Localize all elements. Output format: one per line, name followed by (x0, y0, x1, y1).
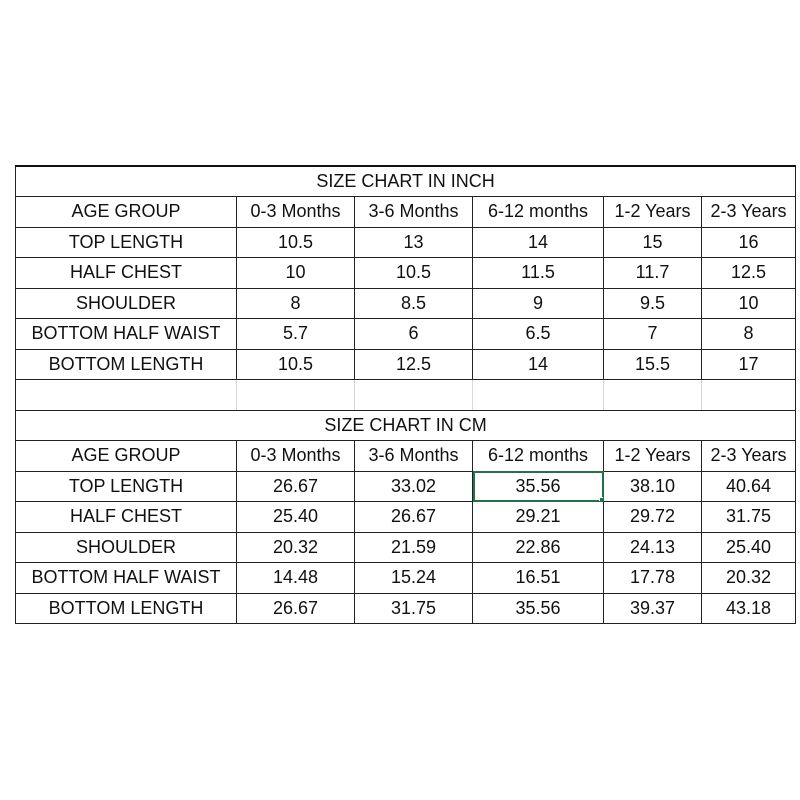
value-cell[interactable]: 11.7 (604, 258, 702, 289)
inch-title-row (16, 166, 796, 197)
header-cell[interactable]: 0-3 Months (237, 441, 355, 472)
header-cell[interactable]: 2-3 Years (702, 441, 796, 472)
header-cell[interactable]: 3-6 Months (355, 441, 473, 472)
inch-header-row (16, 197, 796, 228)
spacer-row (16, 380, 796, 411)
empty-cell[interactable] (16, 380, 237, 411)
value-cell[interactable]: 10.5 (237, 349, 355, 380)
row-label-cell[interactable]: BOTTOM LENGTH (16, 593, 237, 624)
value-cell[interactable]: 33.02 (355, 471, 473, 502)
value-cell[interactable]: 25.40 (237, 502, 355, 533)
value-cell[interactable]: 40.64 (702, 471, 796, 502)
value-cell[interactable]: 9.5 (604, 288, 702, 319)
value-cell[interactable]: 39.37 (604, 593, 702, 624)
value-cell[interactable]: 26.67 (237, 471, 355, 502)
value-cell[interactable]: 15 (604, 227, 702, 258)
value-cell[interactable]: 8 (702, 319, 796, 350)
value-cell[interactable]: 17.78 (604, 563, 702, 594)
row-label-cell[interactable]: BOTTOM HALF WAIST (16, 319, 237, 350)
value-cell[interactable]: 10 (237, 258, 355, 289)
empty-cell[interactable] (237, 380, 355, 411)
value-cell[interactable]: 6.5 (473, 319, 604, 350)
value-cell[interactable]: 26.67 (237, 593, 355, 624)
value-cell[interactable]: 15.24 (355, 563, 473, 594)
header-cell[interactable]: AGE GROUP (16, 197, 237, 228)
empty-cell[interactable] (702, 380, 796, 411)
value-cell[interactable]: 8 (237, 288, 355, 319)
empty-cell[interactable] (604, 380, 702, 411)
header-cell[interactable]: AGE GROUP (16, 441, 237, 472)
table-row (16, 563, 796, 594)
value-cell[interactable]: 9 (473, 288, 604, 319)
selected-cell-value: 35.56 (515, 475, 561, 496)
size-chart-sheet (15, 165, 796, 624)
value-cell[interactable]: 24.13 (604, 532, 702, 563)
value-cell[interactable]: 15.5 (604, 349, 702, 380)
cm-title-row (16, 410, 796, 441)
table-row (16, 258, 796, 289)
value-cell[interactable]: 16.51 (473, 563, 604, 594)
inch-chart-title[interactable]: SIZE CHART IN INCH (16, 166, 796, 197)
header-cell[interactable]: 1-2 Years (604, 441, 702, 472)
value-cell[interactable]: 7 (604, 319, 702, 350)
value-cell[interactable]: 12.5 (702, 258, 796, 289)
row-label-cell[interactable]: BOTTOM HALF WAIST (16, 563, 237, 594)
value-cell[interactable]: 16 (702, 227, 796, 258)
value-cell[interactable]: 17 (702, 349, 796, 380)
value-cell[interactable]: 14 (473, 227, 604, 258)
value-cell[interactable]: 14 (473, 349, 604, 380)
value-cell[interactable]: 20.32 (702, 563, 796, 594)
empty-cell[interactable] (473, 380, 604, 411)
row-label-cell[interactable]: SHOULDER (16, 288, 237, 319)
value-cell[interactable]: 11.5 (473, 258, 604, 289)
table-row (16, 349, 796, 380)
value-cell[interactable]: 8.5 (355, 288, 473, 319)
value-cell[interactable]: 29.21 (473, 502, 604, 533)
value-cell[interactable]: 12.5 (355, 349, 473, 380)
value-cell[interactable]: 43.18 (702, 593, 796, 624)
value-cell[interactable]: 29.72 (604, 502, 702, 533)
value-cell[interactable]: 10.5 (355, 258, 473, 289)
table-row (16, 471, 796, 502)
table-row (16, 502, 796, 533)
value-cell[interactable]: 13 (355, 227, 473, 258)
value-cell[interactable]: 31.75 (355, 593, 473, 624)
empty-cell[interactable] (355, 380, 473, 411)
value-cell[interactable]: 20.32 (237, 532, 355, 563)
header-cell[interactable]: 3-6 Months (355, 197, 473, 228)
cm-header-row (16, 441, 796, 472)
row-label-cell[interactable]: BOTTOM LENGTH (16, 349, 237, 380)
table-row (16, 319, 796, 350)
value-cell[interactable]: 25.40 (702, 532, 796, 563)
fill-handle[interactable] (599, 497, 604, 502)
row-label-cell[interactable]: HALF CHEST (16, 502, 237, 533)
value-cell[interactable]: 10 (702, 288, 796, 319)
row-label-cell[interactable]: SHOULDER (16, 532, 237, 563)
value-cell[interactable]: 10.5 (237, 227, 355, 258)
cm-chart-title[interactable]: SIZE CHART IN CM (16, 410, 796, 441)
value-cell[interactable]: 38.10 (604, 471, 702, 502)
table-row (16, 593, 796, 624)
header-cell[interactable]: 6-12 months (473, 441, 604, 472)
table-row (16, 288, 796, 319)
value-cell[interactable]: 31.75 (702, 502, 796, 533)
table-row (16, 532, 796, 563)
value-cell[interactable]: 6 (355, 319, 473, 350)
value-cell[interactable]: 5.7 (237, 319, 355, 350)
header-cell[interactable]: 1-2 Years (604, 197, 702, 228)
value-cell[interactable]: 22.86 (473, 532, 604, 563)
table-row (16, 227, 796, 258)
row-label-cell[interactable]: HALF CHEST (16, 258, 237, 289)
value-cell[interactable]: 26.67 (355, 502, 473, 533)
row-label-cell[interactable]: TOP LENGTH (16, 227, 237, 258)
value-cell[interactable]: 35.56 (473, 593, 604, 624)
value-cell[interactable]: 21.59 (355, 532, 473, 563)
header-cell[interactable]: 0-3 Months (237, 197, 355, 228)
header-cell[interactable]: 2-3 Years (702, 197, 796, 228)
value-cell[interactable]: 14.48 (237, 563, 355, 594)
header-cell[interactable]: 6-12 months (473, 197, 604, 228)
selected-cell[interactable] (473, 471, 604, 502)
row-label-cell[interactable]: TOP LENGTH (16, 471, 237, 502)
